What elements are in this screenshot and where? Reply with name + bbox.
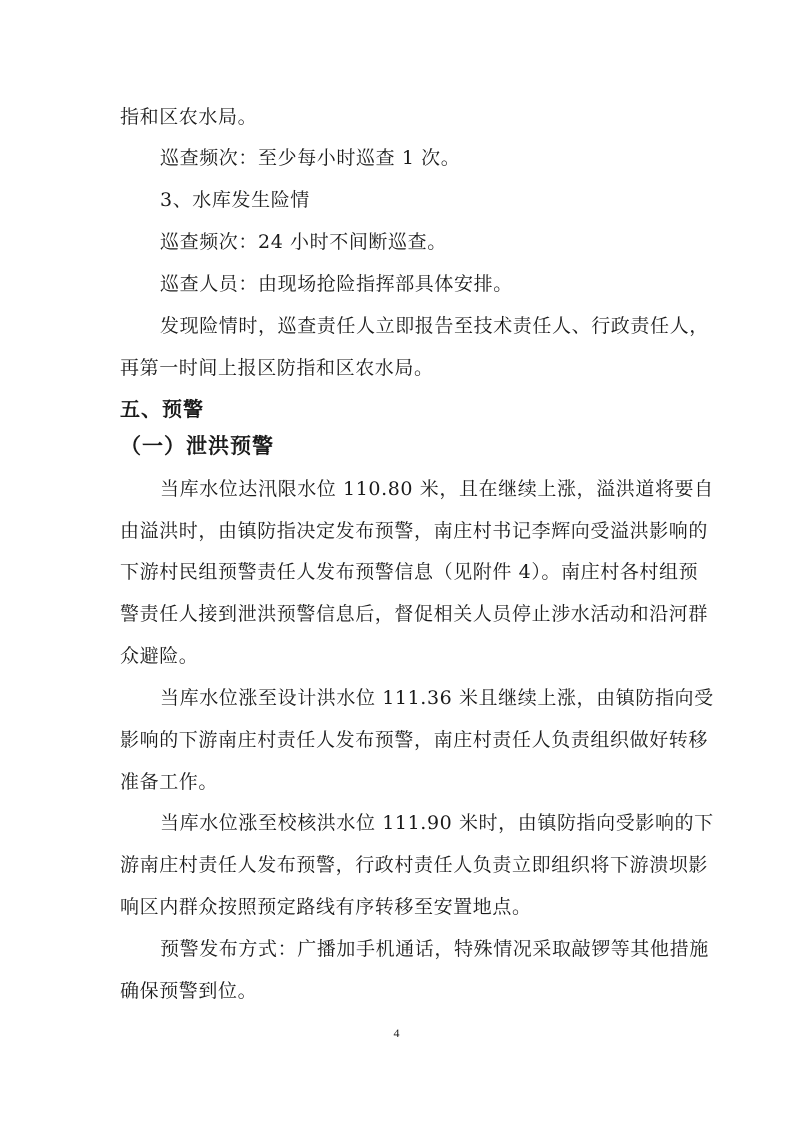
text-line: 当库水位涨至设计洪水位 111.36 米且继续上涨，由镇防指向受 xyxy=(160,687,714,709)
text-line: 确保预警到位。 xyxy=(120,980,258,1002)
text-line: 由溢洪时，由镇防指决定发布预警，南庄村书记李辉向受溢洪影响的 xyxy=(120,520,709,542)
text-line: 当库水位涨至校核洪水位 111.90 米时，由镇防指向受影响的下 xyxy=(160,812,714,834)
text-line: 下游村民组预警责任人发布预警信息（见附件 4）。南庄村各村组预 xyxy=(120,561,699,583)
text-line: 再第一时间上报区防指和区农水局。 xyxy=(120,357,434,379)
section-heading: 五、预警 xyxy=(120,397,204,421)
text-line: 指和区农水局。 xyxy=(120,106,258,128)
text-line: 巡查频次：至少每小时巡查 1 次。 xyxy=(160,147,461,169)
text-line: 巡查频次：24 小时不间断巡查。 xyxy=(160,231,447,253)
text-line: 影响的下游南庄村责任人发布预警，南庄村责任人负责组织做好转移 xyxy=(120,729,709,751)
text-line: 当库水位达汛限水位 110.80 米，且在继续上涨，溢洪道将要自 xyxy=(160,478,714,500)
text-line: 预警发布方式：广播加手机通话，特殊情况采取敲锣等其他措施 xyxy=(160,938,709,960)
page-number: 4 xyxy=(393,1026,400,1040)
text-line: 发现险情时，巡查责任人立即报告至技术责任人、行政责任人， xyxy=(160,315,709,337)
text-line: 准备工作。 xyxy=(120,771,219,793)
text-line: 巡查人员：由现场抢险指挥部具体安排。 xyxy=(160,273,513,295)
subsection-heading: （一）泄洪预警 xyxy=(120,434,274,458)
text-line: 响区内群众按照预定路线有序转移至安置地点。 xyxy=(120,896,532,918)
text-line: 众避险。 xyxy=(120,645,199,667)
text-line: 警责任人接到泄洪预警信息后，督促相关人员停止涉水活动和沿河群 xyxy=(120,603,709,625)
text-line: 3、水库发生险情 xyxy=(160,189,310,211)
text-line: 游南庄村责任人发布预警，行政村责任人负责立即组织将下游溃坝影 xyxy=(120,854,709,876)
